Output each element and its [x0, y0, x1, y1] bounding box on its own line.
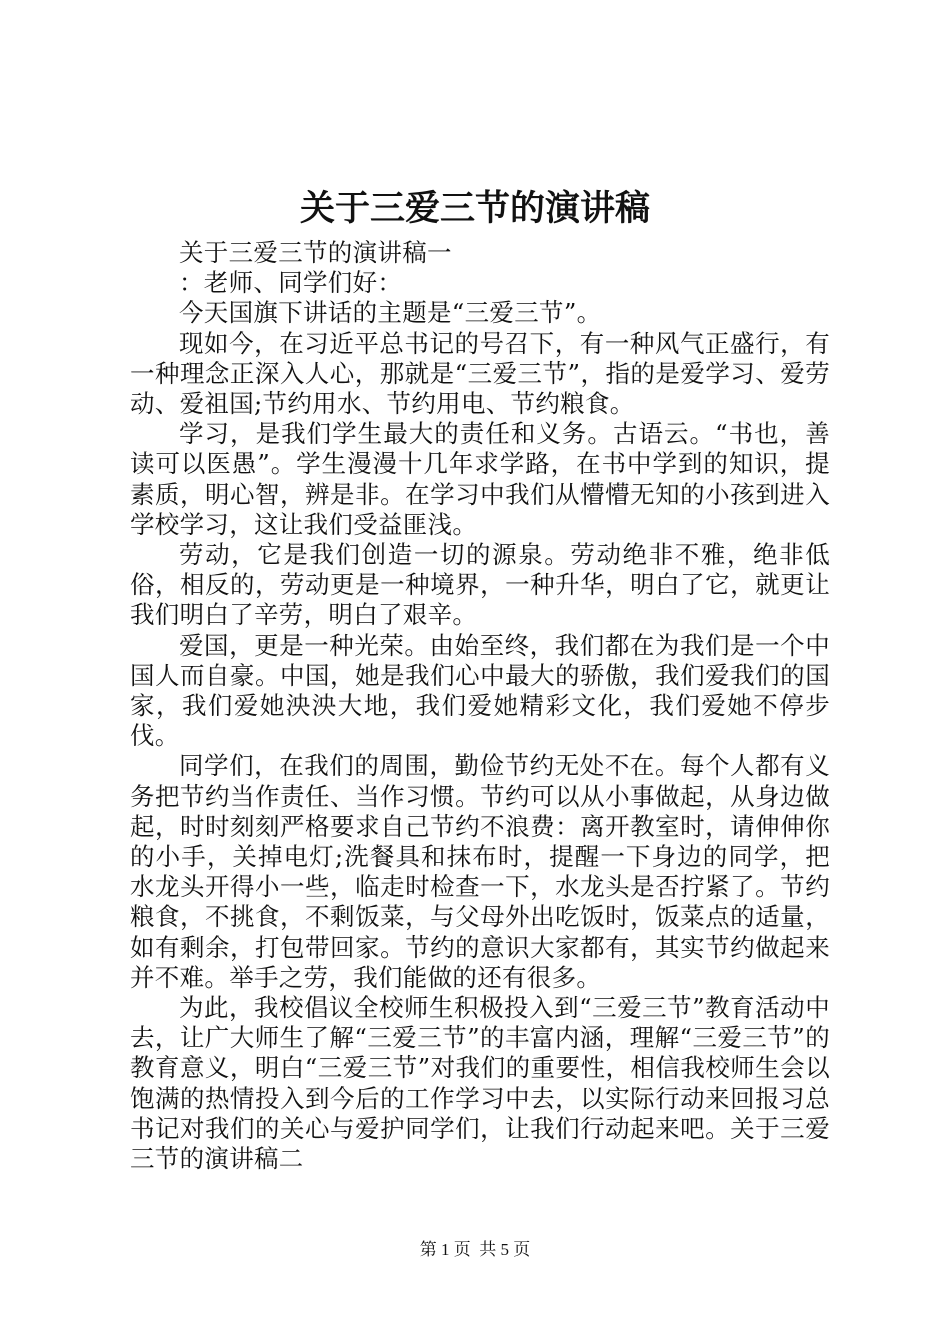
paragraph: 为此，我校倡议全校师生积极投入到“三爱三节”教育活动中去，让广大师生了解“三爱三节”的丰富内涵，理解“三爱三节”的教育意义，明白“三爱三节”对我们的重要性，相信我校师生会以饱满的热情投入到今后的工作学习中去，以实际行动来回报习总书记对我们的关心与爱护同学们，让我们行动起来吧。关于三爱三节的演讲稿二 [130, 993, 830, 1174]
paragraph: 现如今，在习近平总书记的号召下，有一种风气正盛行，有一种理念正深入人心，那就是“三爱三节”，指的是爱学习、爱劳动、爱祖国;节约用水、节约用电、节约粮食。 [130, 328, 830, 419]
paragraph: 爱国，更是一种光荣。由始至终，我们都在为我们是一个中国人而自豪。中国，她是我们心中最大的骄傲，我们爱我们的国家，我们爱她泱泱大地，我们爱她精彩文化，我们爱她不停步伐。 [130, 630, 830, 751]
paragraph-topic: 今天国旗下讲话的主题是“三爱三节”。 [179, 298, 602, 328]
paragraph: 学习，是我们学生最大的责任和义务。古语云。“书也，善读可以医愚”。学生漫漫十几年求学路，在书中学到的知识，提素质，明心智，辨是非。在学习中我们从懵懵无知的小孩到进入学校学习，这让我们受益匪浅。 [130, 419, 830, 539]
page-number: 第 1 页 共 5 页 [419, 1240, 531, 1259]
document-title: 关于三爱三节的演讲稿 [299, 188, 650, 229]
document-body [130, 238, 830, 1174]
page-footer [0, 1238, 950, 1262]
paragraph: 劳动，它是我们创造一切的源泉。劳动绝非不雅，绝非低俗，相反的，劳动更是一种境界，一种升华，明白了它，就更让我们明白了辛劳，明白了艰辛。 [130, 540, 830, 630]
paragraph-greeting: ：老师、同学们好： [179, 268, 403, 298]
paragraph-subtitle: 关于三爱三节的演讲稿一 [179, 238, 452, 267]
paragraph: 同学们，在我们的周围，勤俭节约无处不在。每个人都有义务把节约当作责任、当作习惯。节约可以从小事做起，从身边做起，时时刻刻严格要求自己节约不浪费：离开教室时，请伸伸你的小手，关掉电灯;洗餐具和抹布时，提醒一下身边的同学，把水龙头开得小一些，临走时检查一下，水龙头是否拧紧了。节约粮食，不挑食，不剩饭菜，与父母外出吃饭时，饭菜点的适量，如有剩余，打包带回家。节约的意识大家都有，其实节约做起来并不难。举手之劳，我们能做的还有很多。 [130, 751, 830, 992]
